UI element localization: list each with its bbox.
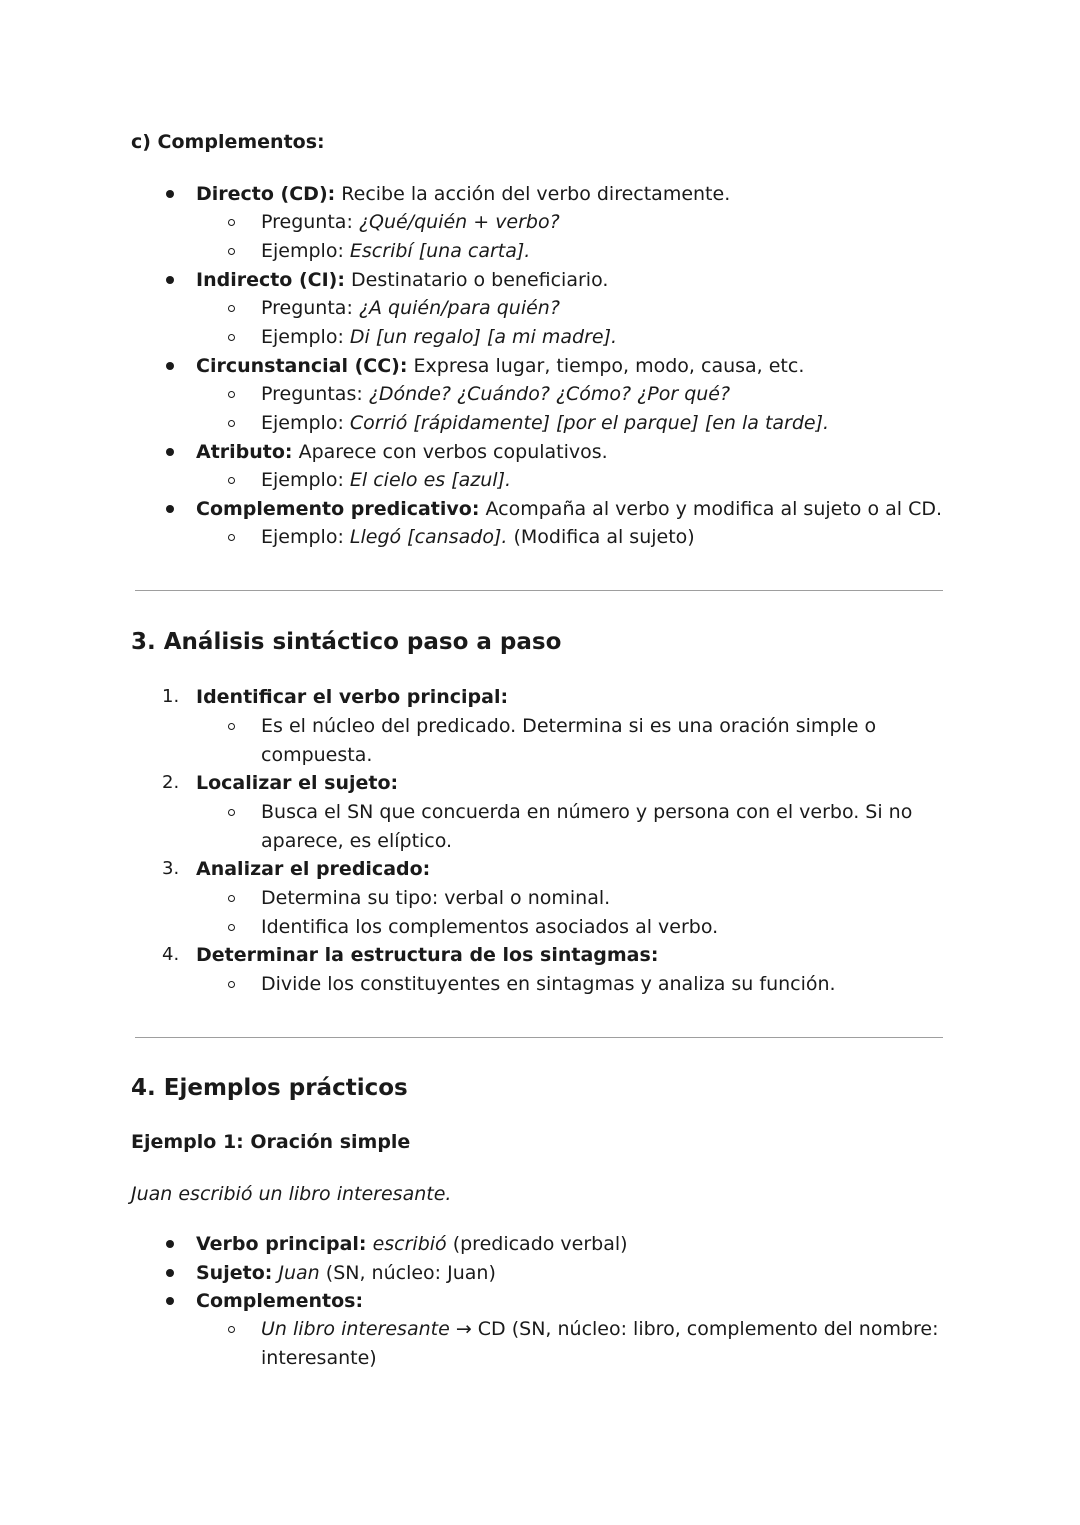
step-title-text: Determinar la estructura de los sintagmas: [196,944,659,966]
ejemplo-label: Ejemplo: [261,240,344,262]
bullet-icon [166,1240,174,1248]
step-title [196,769,398,797]
bullet-icon [166,1269,174,1277]
indirecto-item [196,266,608,294]
complementos-label: Complementos: [196,1290,364,1312]
step-number: 4. [162,944,180,965]
step-number: 2. [162,772,180,793]
circunstancial-item [196,352,804,380]
complemento-text: Un libro interesante [261,1318,450,1340]
directo-desc: Recibe la acción del verbo directamente. [341,183,731,205]
oracion-text: Juan escribió un libro interesante. [131,1183,452,1205]
preguntas-text: ¿Dónde? ¿Cuándo? ¿Cómo? ¿Por qué? [368,383,731,405]
step-title [196,855,430,883]
bullet-icon [166,505,174,513]
bullet-icon [166,362,174,370]
complementos-heading: c) Complementos: [131,131,325,153]
sujeto-item [196,1259,496,1287]
step-line: Divide los constituyentes en sintagmas y analiza su función. [261,973,836,995]
indirecto-ejemplo [261,323,617,351]
step-line: Es el núcleo del predicado. Determina si es una oración simple o [261,715,877,737]
atributo-desc: Aparece con verbos copulativos. [298,441,608,463]
sub-bullet-icon [228,981,235,988]
ejemplo-text: Corrió [rápidamente] [por el parque] [en la tarde]. [349,412,830,434]
ejemplo-label: Ejemplo: [261,326,344,348]
step-line: compuesta. [261,744,373,766]
sub-bullet-icon [228,723,235,730]
ejemplo-note: (Modifica al sujeto) [513,526,695,548]
directo-label: Directo (CD): [196,183,336,205]
pregunta-text: ¿Qué/quién + verbo? [358,211,560,233]
sub-bullet-icon [228,534,235,541]
verbo-text: escribió [372,1233,447,1255]
bullet-icon [166,448,174,456]
pregunta-label: Pregunta: [261,211,353,233]
sub-bullet-icon [228,305,235,312]
complemento-note: → CD (SN, núcleo: libro, complemento del nombre: [455,1318,939,1340]
divider [135,1037,943,1038]
sub-bullet-icon [228,219,235,226]
sub-bullet-icon [228,248,235,255]
ejemplo-text: Di [un regalo] [a mi madre]. [349,326,618,348]
sub-bullet-icon [228,391,235,398]
circunstancial-desc: Expresa lugar, tiempo, modo, causa, etc. [413,355,805,377]
ejemplo1-title: Ejemplo 1: Oración simple [131,1131,411,1153]
verbo-label: Verbo principal: [196,1233,367,1255]
bullet-icon [166,276,174,284]
step-number: 3. [162,858,180,879]
pregunta-text: ¿A quién/para quién? [358,297,560,319]
sujeto-text: Juan [278,1262,320,1284]
indirecto-pregunta [261,294,560,322]
pregunta-label: Pregunta: [261,297,353,319]
sub-bullet-icon [228,334,235,341]
verbo-item [196,1230,628,1258]
complemento-line-cont: interesante) [261,1347,377,1369]
ejemplos-heading: 4. Ejemplos prácticos [131,1075,408,1101]
predicativo-item [196,495,942,523]
predicativo-desc: Acompaña al verbo y modifica al sujeto o al CD. [485,498,943,520]
sub-bullet-icon [228,895,235,902]
directo-ejemplo [261,237,530,265]
step-title-text: Analizar el predicado: [196,858,431,880]
directo-item [196,180,730,208]
step-number: 1. [162,686,180,707]
indirecto-desc: Destinatario o beneficiario. [351,269,609,291]
step-title [196,941,658,969]
sujeto-note: (SN, núcleo: Juan) [325,1262,496,1284]
directo-pregunta [261,208,560,236]
step-line: aparece, es elíptico. [261,830,453,852]
circunstancial-label: Circunstancial (CC): [196,355,408,377]
complementos-item [196,1287,363,1315]
step-title-text: Identificar el verbo principal: [196,686,509,708]
analisis-heading: 3. Análisis sintáctico paso a paso [131,629,562,655]
circunstancial-preguntas [261,380,730,408]
verbo-note: (predicado verbal) [452,1233,628,1255]
sub-bullet-icon [228,477,235,484]
predicativo-ejemplo [261,523,695,551]
divider [135,590,943,591]
atributo-ejemplo [261,466,511,494]
sujeto-label: Sujeto: [196,1262,273,1284]
atributo-label: Atributo: [196,441,293,463]
ejemplo-label: Ejemplo: [261,526,344,548]
ejemplo-label: Ejemplo: [261,412,344,434]
ejemplo-label: Ejemplo: [261,469,344,491]
step-title [196,683,508,711]
ejemplo-text: Llegó [cansado]. [349,526,508,548]
sub-bullet-icon [228,924,235,931]
predicativo-label: Complemento predicativo: [196,498,480,520]
sub-bullet-icon [228,809,235,816]
ejemplo-text: Escribí [una carta]. [349,240,531,262]
complemento-line [261,1315,939,1343]
ejemplo-text: El cielo es [azul]. [349,469,512,491]
step-line: Determina su tipo: verbal o nominal. [261,887,611,909]
bullet-icon [166,190,174,198]
sub-bullet-icon [228,420,235,427]
preguntas-label: Preguntas: [261,383,363,405]
circunstancial-ejemplo [261,409,829,437]
sub-bullet-icon [228,1326,235,1333]
step-line: Busca el SN que concuerda en número y persona con el verbo. Si no [261,801,913,823]
bullet-icon [166,1297,174,1305]
ejemplo1-oracion [131,1180,451,1208]
step-line: Identifica los complementos asociados al verbo. [261,916,719,938]
atributo-item [196,438,608,466]
indirecto-label: Indirecto (CI): [196,269,345,291]
step-title-text: Localizar el sujeto: [196,772,399,794]
